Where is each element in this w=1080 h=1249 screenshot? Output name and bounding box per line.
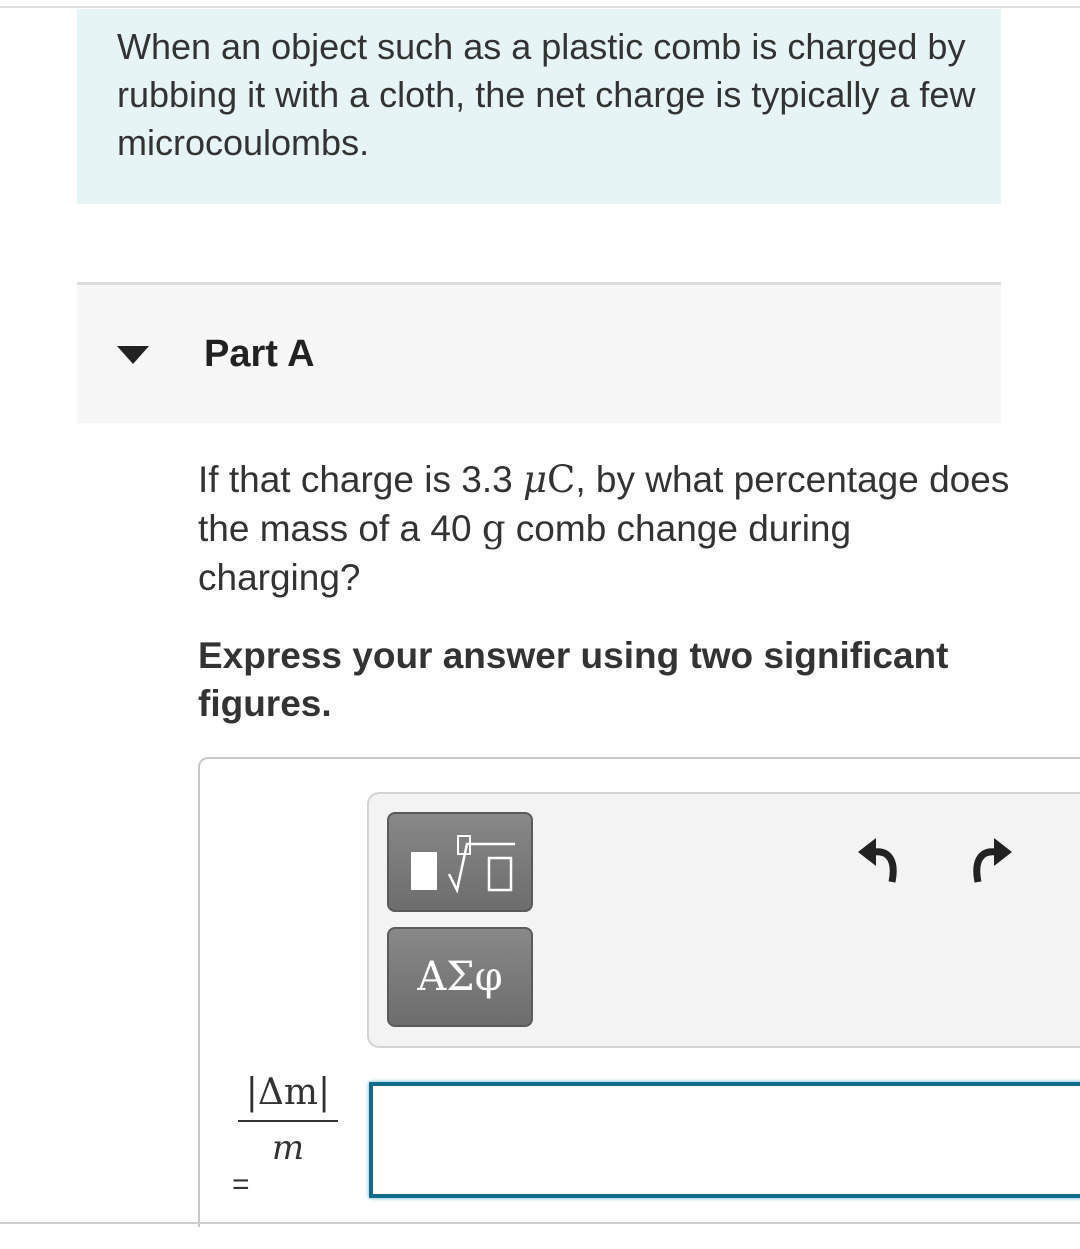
answer-input[interactable]: [369, 1082, 1080, 1198]
templates-button[interactable]: [387, 812, 533, 912]
question-part1: If that charge is 3.3: [198, 459, 523, 500]
part-a-header[interactable]: [77, 282, 1001, 423]
mass-unit: g: [481, 507, 506, 550]
top-divider: [0, 6, 1080, 8]
templates-icon: [389, 814, 531, 910]
question-part3: comb change during charging?: [198, 508, 852, 598]
equals-sign: =: [232, 1168, 250, 1201]
fraction-numerator: |Δm|: [245, 1072, 331, 1113]
question-text: [198, 455, 1018, 602]
symbols-button[interactable]: [387, 927, 533, 1027]
undo-icon: [852, 836, 902, 886]
part-title: Part A: [204, 333, 315, 375]
intro-text: When an object such as a plastic comb is charged by rubbing it with a cloth, the net charge is typically a few microcoulombs.: [117, 26, 976, 163]
charge-unit-mu: μ: [522, 458, 548, 501]
question-part2: , by what percentage does the mass of a 40: [198, 459, 1010, 549]
caret-down-icon[interactable]: [117, 346, 149, 364]
bottom-divider: [0, 1222, 1080, 1224]
answer-instruction: Express your answer using two significant figures.: [198, 635, 949, 724]
undo-button[interactable]: [852, 836, 902, 886]
redo-icon: [966, 836, 1016, 886]
answer-label-fraction: [238, 1068, 338, 1170]
fraction-bar: [238, 1120, 338, 1122]
charge-unit-c: C: [547, 458, 576, 501]
fraction-denominator: m: [271, 1128, 305, 1168]
symbols-label: ΑΣφ: [417, 954, 503, 1000]
problem-intro: [77, 9, 1001, 204]
redo-button[interactable]: [966, 836, 1016, 886]
